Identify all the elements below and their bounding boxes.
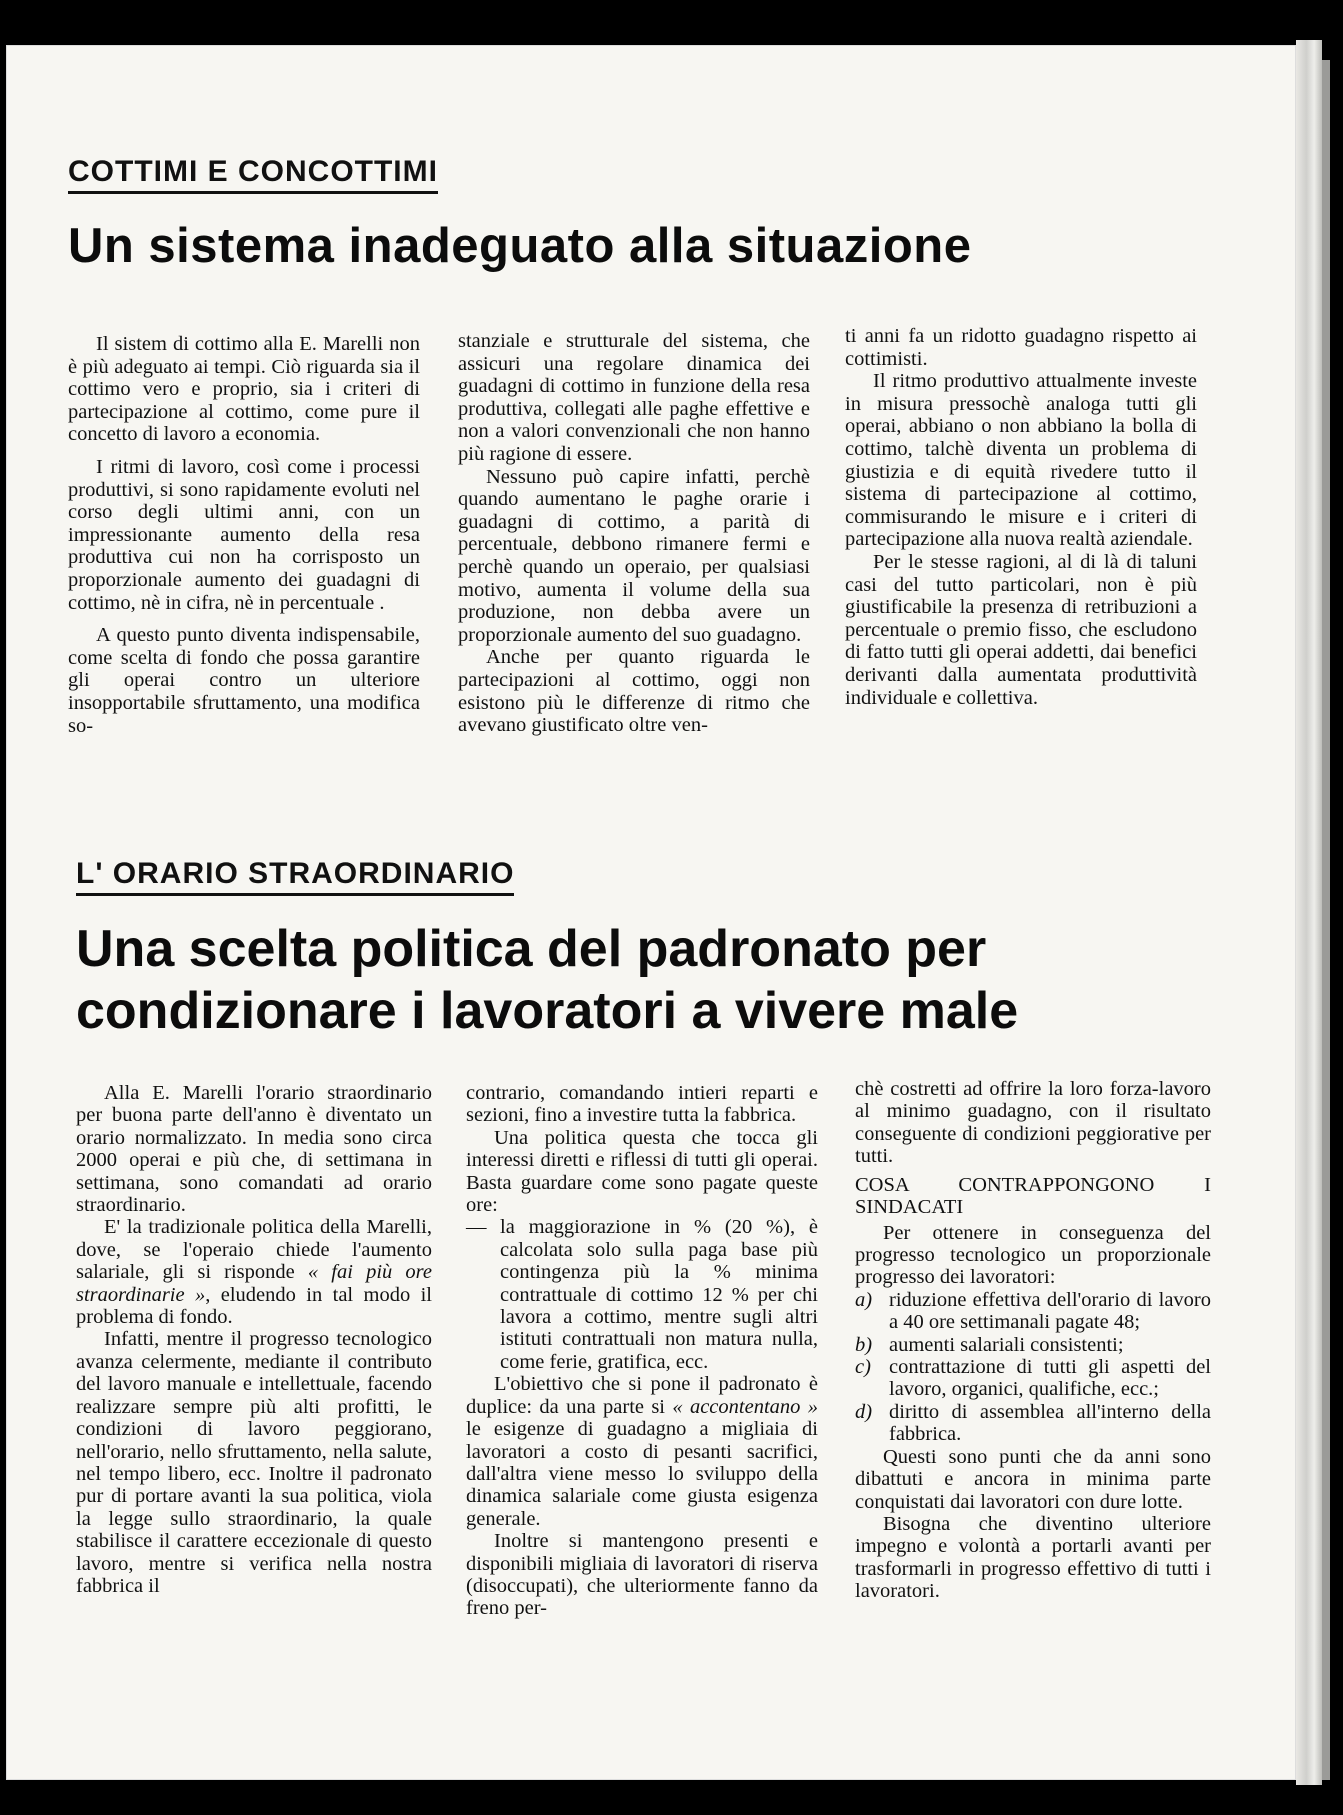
page-stack-edge [1296,40,1322,1785]
paragraph-text: le esigenze di guadagno a migliaia di lavoratori a costo di pesanti sacrifici, dall'altra viene messo lo sviluppo della dinamica salariale come giusta esigenza generale. [466,1418,818,1530]
paragraph: chè costretti ad offrire la loro forza-lavoro al minimo guadagno, con il risultato conseguente di condizioni peggiorative per tutti. [855,1078,1211,1168]
paragraph: Nessuno può capire infatti, perchè quando aumentano le paghe orarie i guadagni di cottimo, a parità di percentuale, debbono rimanere fermi e perchè quando un operaio, per qualsiasi motivo, aumenta il volume della sua produzione, non debba avere un proporzionale aumento del suo guadagno. [458,465,810,646]
paragraph: Per le stesse ragioni, al di là di taluni casi del tutto particolari, non è più giustificabile la presenza di retribuzioni a percentuale o premio fisso, che escludono di fatto tutti gli operai addetti, dai benefici derivanti dalla aumentata produttività individuale e collettiva. [845,550,1197,709]
paragraph-text: , eludendo in tal modo il problema di fondo. [76,1283,432,1329]
paragraph: I ritmi di lavoro, così come i processi produttivi, si sono rapidamente evoluti nel corso degli ultimi anni, con un impressionante aumento della resa produttiva cui non ha corrisposto un proporzionale aumento dei guadagni di cottimo, nè in cifra, nè in percentuale . [68,455,420,614]
paragraph: A questo punto diventa indispensabile, come scelta di fondo che possa garantire gli operai contro un ulteriore insopportabile sfruttamento, una modifica so- [68,624,420,737]
list-item [855,1401,1211,1446]
article1-column-2 [458,330,810,737]
paragraph: Il ritmo produttivo attualmente investe in misura pressochè analoga tutti gli operai, abbiano o non abbiano la bolla di cottimo, talchè diventa un problema di giustizia e di equità rivedere tutto il sistema di partecipazione al cottimo, commisurando le misure e i criteri di partecipazione alla nuova realtà aziendale. [845,370,1197,551]
article1-column-3 [845,325,1197,709]
list-item-text: aumenti salariali consistenti; [889,1333,1124,1356]
list-item-text: contrattazione di tutti gli aspetti del lavoro, organici, qualifiche, ecc.; [889,1356,1211,1401]
paragraph: contrario, comandando intieri reparti e sezioni, fino a investire tutta la fabbrica. [466,1082,818,1127]
paragraph: Infatti, mentre il progresso tecnologico avanza celermente, mediante il contributo del lavoro manuale e intellettuale, facendo realizzare sempre più alti profitti, le condizioni di lavoro peggiorano, nell'orario, nello sfruttamento, nella salute, nel tempo libero, ecc. Inoltre il padronato pur di portare avanti la sua politica, viola la legge sullo straordinario, la quale stabilisce il carattere eccezionale di questo lavoro, mentre si verifica nella nostra fabbrica il [76,1328,432,1597]
article2-column-3 [855,1078,1211,1603]
paragraph [76,1216,432,1328]
quoted-phrase: « fai più ore straordinarie » [76,1261,432,1306]
paragraph: Una politica questa che tocca gli interessi diretti e riflessi di tutti gli operai. Basta guardare come sono pagate queste ore: [466,1126,818,1217]
headline-line-1: Una scelta politica del padronato per [76,920,987,978]
quoted-phrase: « accontentano » [672,1395,818,1418]
list-item [855,1334,1211,1356]
list-item-text: diritto di assemblea all'interno della fabbrica. [889,1400,1211,1446]
list-item-label: b) [855,1333,873,1356]
list-item [855,1356,1211,1401]
paragraph-text: E' la tradizionale politica della Marelli, dove, se l'operaio chiede l'aumento salariale, gli si risponde [76,1216,432,1284]
article2-column-2 [466,1082,818,1620]
list-item-label: c) [855,1356,871,1379]
paragraph: stanziale e strutturale del sistema, che assicuri una regolare dinamica dei guadagni di cottimo in funzione della resa produttiva, collegati alle paghe effettive e non a valori convenzionali che non hanno più ragione di essere. [458,330,810,465]
list-item-label: a) [855,1288,873,1311]
paragraph: Inoltre si mantengono presenti e disponibili migliaia di lavoratori di riserva (disoccupati), che ulteriormente fanno da freno per- [466,1530,818,1620]
dash-item: — la maggiorazione in % (20 %), è calcolata solo sulla paga base più contingenza più la % minima contrattuale di cottimo 12 % per chi lavora a cottimo, mentre sugli altri istituti contrattuali non matura nulla, come ferie, gratifica, ecc. [466,1216,818,1373]
paragraph: Questi sono punti che da anni sono dibattuti e ancora in minima parte conquistati dai lavoratori con dure lotte. [855,1445,1211,1513]
list-item-text: riduzione effettiva dell'orario di lavoro a 40 ore settimanali pagate 48; [889,1288,1211,1334]
paragraph: Per ottenere in conseguenza del progresso tecnologico un proporzionale progresso dei lavoratori: [855,1221,1211,1289]
list-item-label: d) [855,1400,873,1423]
paragraph-text: L'obiettivo che si pone il padronato è duplice: da una parte si [466,1373,818,1418]
headline-line-2: condizionare i lavoratori a vivere male [76,982,1019,1040]
article1-column-1 [68,333,420,737]
section-label-cottimi: COTTIMI E CONCOTTIMI [68,155,438,194]
article2-column-1 [76,1082,432,1597]
section-label-orario-straordinario: L' ORARIO STRAORDINARIO [76,857,514,896]
paragraph: Il sistem di cottimo alla E. Marelli non è più adeguato ai tempi. Ciò riguarda sia il cottimo vero e proprio, sia i criteri di partecipazione al cottimo, come pure il concetto di lavoro a economia. [68,333,420,446]
paragraph: Bisogna che diventino ulteriore impegno e volontà a portarli avanti per trasformarli in progresso effettivo di tutti i lavoratori. [855,1512,1211,1603]
page-stack-shadow [1322,60,1330,1780]
paragraph: ti anni fa un ridotto guadagno rispetto ai cottimisti. [845,325,1197,370]
subheading-sindacati: COSA CONTRAPPONGONO I SINDACATI [855,1173,1211,1218]
paragraph: Alla E. Marelli l'orario straordinario per buona parte dell'anno è diventato un orario normalizzato. In media sono circa 2000 operai e più che, di settimana in settimana, sono comandati ad orario straordinario. [76,1082,432,1217]
headline-sistema-inadeguato: Un sistema inadeguato alla situazione [68,219,972,273]
list-item [855,1289,1211,1334]
paragraph [466,1373,818,1530]
paragraph: Anche per quanto riguarda le partecipazioni al cottimo, oggi non esistono più le differenze di ritmo che avevano giustificato oltre ven- [458,646,810,737]
